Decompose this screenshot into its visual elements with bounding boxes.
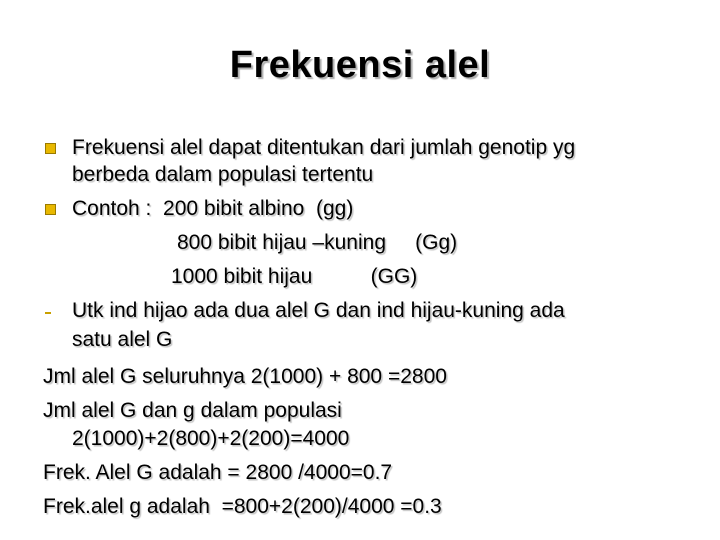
bullet3-line1: Utk ind hijao ada dua alel G dan ind hijau-kuning ada — [72, 299, 565, 322]
calc-line3: 2(1000)+2(800)+2(200)=4000 — [72, 427, 350, 450]
bullet-square-icon — [45, 143, 56, 154]
calc-line5: Frek.alel g adalah =800+2(200)/4000 =0.3 — [43, 495, 442, 518]
bullet1-line2: berbeda dalam populasi tertentu — [72, 163, 374, 186]
calc-line4: Frek. Alel G adalah = 2800 /4000=0.7 — [43, 461, 393, 484]
calc-line1: Jml alel G seluruhnya 2(1000) + 800 =2800 — [43, 365, 447, 388]
bullet-dash-icon — [45, 312, 51, 314]
bullet2-line3: 1000 bibit hijau (GG) — [171, 265, 418, 288]
bullet2-line1: Contoh : 200 bibit albino (gg) — [72, 197, 354, 220]
calc-line2: Jml alel G dan g dalam populasi — [43, 399, 342, 422]
bullet-square-icon — [45, 204, 56, 215]
bullet1-line1: Frekuensi alel dapat ditentukan dari jumlah genotip yg — [72, 136, 576, 159]
bullet3-line2: satu alel G — [72, 328, 173, 351]
slide-title: Frekuensi alel — [229, 44, 491, 86]
bullet2-line2: 800 bibit hijau –kuning (Gg) — [177, 231, 458, 254]
